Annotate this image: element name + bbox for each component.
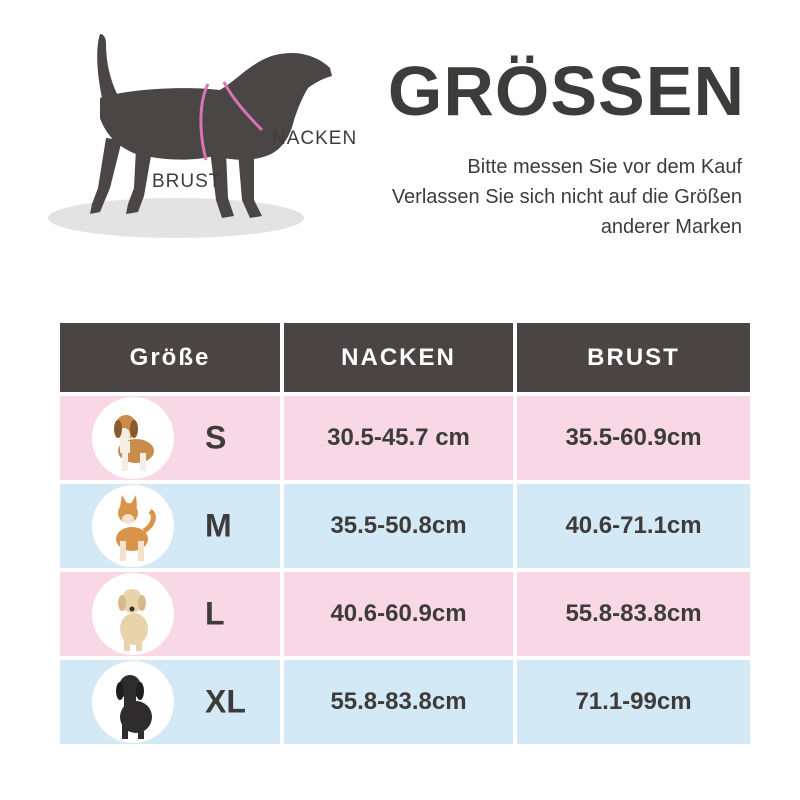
note-line: Verlassen Sie sich nicht auf die Größen	[391, 186, 742, 208]
table-row	[60, 572, 750, 656]
size-cell	[60, 572, 280, 656]
chest-value: 35.5-60.9cm	[517, 396, 750, 480]
size-label: L	[205, 595, 225, 632]
size-cell	[60, 484, 280, 568]
header-neck: NACKEN	[284, 323, 513, 392]
beagle-icon	[92, 397, 174, 479]
labrador-icon	[92, 573, 174, 655]
measurement-notes	[392, 152, 742, 242]
size-label: XL	[205, 683, 246, 720]
dog-shadow	[48, 198, 304, 238]
chest-value: 55.8-83.8cm	[517, 572, 750, 656]
neck-value: 40.6-60.9cm	[284, 572, 513, 656]
table-row	[60, 660, 750, 744]
neck-label: NACKEN	[272, 128, 358, 149]
size-table	[60, 323, 750, 748]
neck-value: 55.8-83.8cm	[284, 660, 513, 744]
neck-value: 30.5-45.7 cm	[284, 396, 513, 480]
chest-label: BRUST	[152, 171, 222, 192]
shiba-icon	[92, 485, 174, 567]
chest-value: 71.1-99cm	[517, 660, 750, 744]
header-size: Größe	[60, 323, 280, 392]
table-row	[60, 396, 750, 480]
page-title: GRÖSSEN	[387, 52, 745, 130]
note-line: anderer Marken	[600, 216, 742, 238]
header-chest: BRUST	[517, 323, 750, 392]
table-header-row	[60, 323, 750, 392]
size-label: M	[205, 507, 232, 544]
black-dog-icon	[92, 661, 174, 743]
table-row	[60, 484, 750, 568]
neck-value: 35.5-50.8cm	[284, 484, 513, 568]
note-line: Bitte messen Sie vor dem Kauf	[467, 156, 742, 178]
chest-value: 40.6-71.1cm	[517, 484, 750, 568]
size-cell	[60, 660, 280, 744]
size-cell	[60, 396, 280, 480]
size-label: S	[205, 419, 227, 456]
